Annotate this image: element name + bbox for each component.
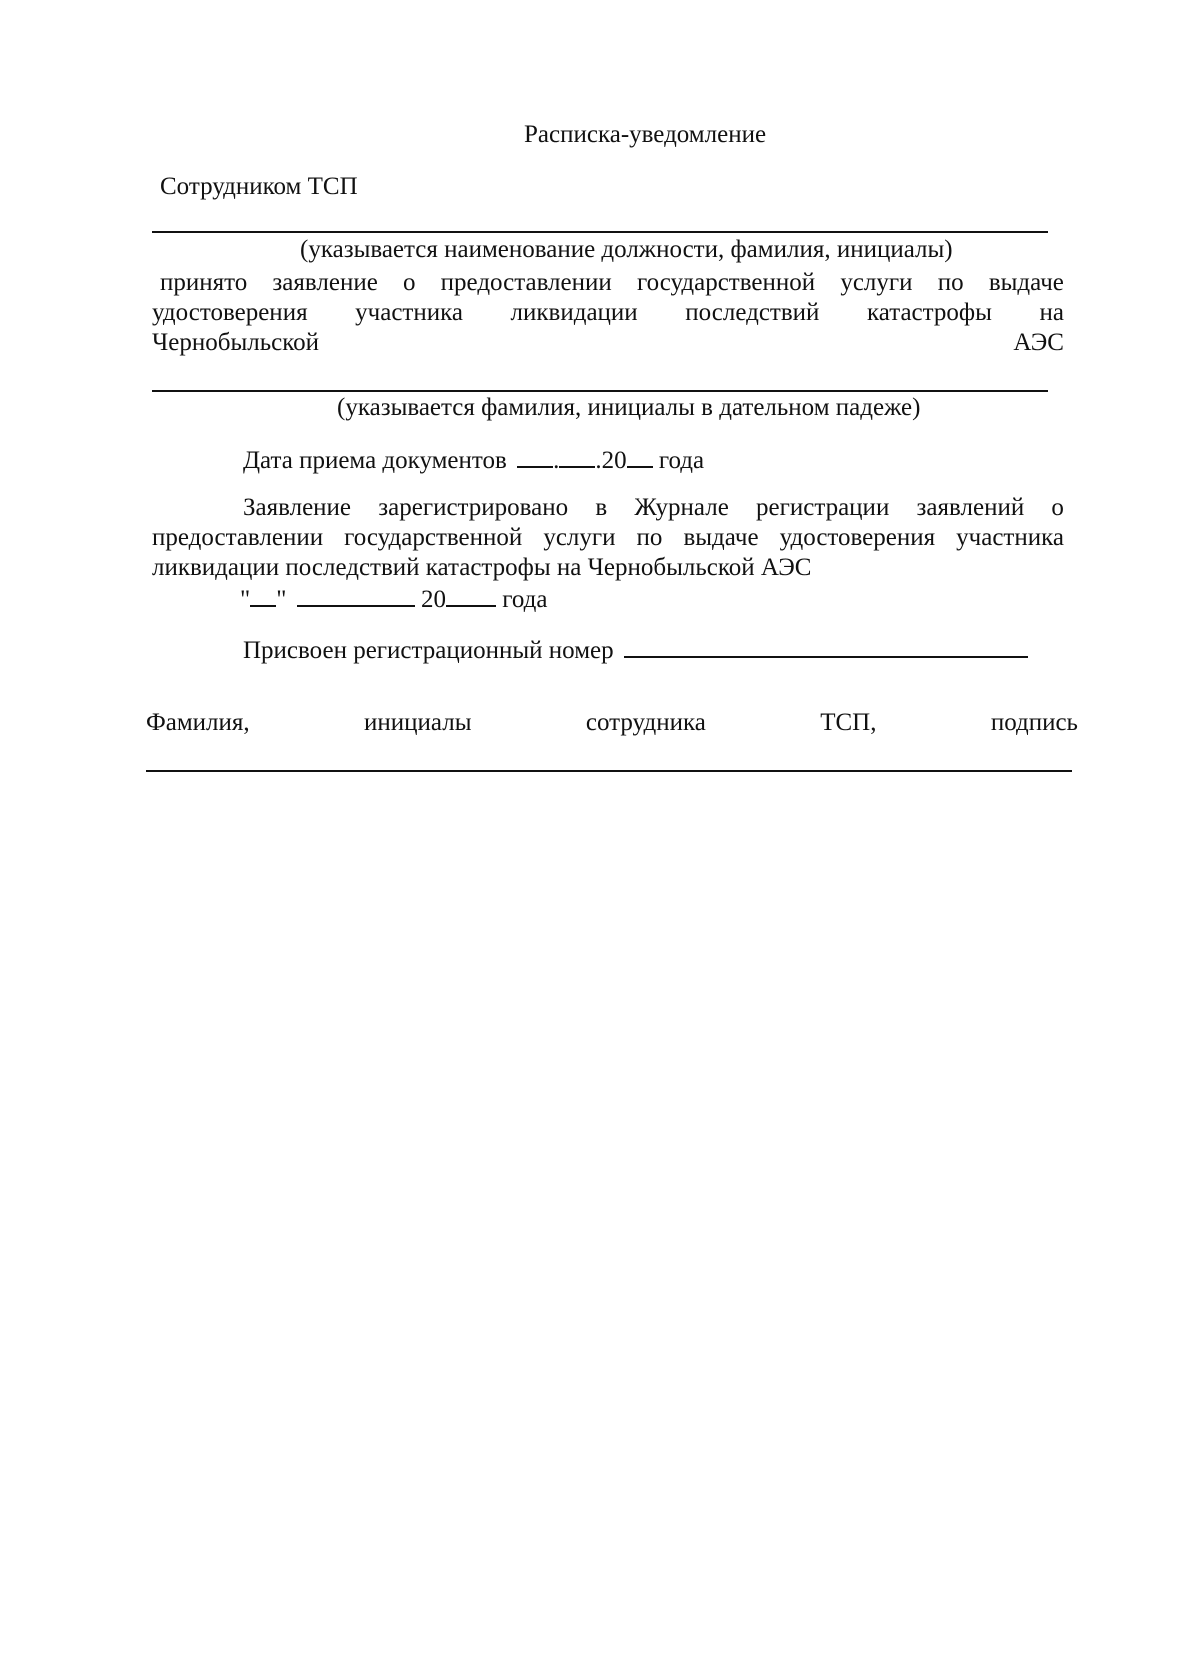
reg-date-year: 20 [420,586,446,613]
word: Журнале [634,494,729,521]
word: услуги [543,524,616,551]
signature-caption [146,708,1078,738]
word: участника [355,299,463,326]
reg-date-suffix: года [502,586,548,613]
word: государственной [636,269,816,296]
accepted-line-2 [152,298,1064,328]
accepted-line-1 [160,268,1064,298]
year-blank [627,444,653,468]
date-year-prefix: .20 [595,447,627,474]
word: в [595,494,608,521]
word: сотрудника [585,709,706,736]
word: зарегистрировано [378,494,569,521]
word: по [636,524,663,551]
registered-line-1 [243,493,1064,523]
word: последствий [685,299,820,326]
word: о [402,269,416,296]
reg-number-label: Присвоен регистрационный номер [243,637,614,664]
registration-number [243,634,1028,666]
employee-label: Сотрудником ТСП [160,173,358,200]
word: выдаче [683,524,759,551]
applicant-line [152,390,1048,392]
reg-number-blank [624,634,1028,658]
month-blank [559,444,595,468]
reg-year-blank [446,583,496,607]
word: Фамилия, [146,709,250,736]
word: услуги [840,269,913,296]
accepted-line-3 [152,328,1064,358]
date-dot: . [553,447,560,474]
word: участника [956,524,1064,551]
word: подпись [990,709,1078,736]
word: регистрации [756,494,890,521]
word: принято [160,269,248,296]
close-quote: " [276,586,287,613]
word: о [1051,494,1064,521]
word: Заявление [243,494,352,521]
employee-hint: (указывается наименование должности, фамилия, инициалы) [300,236,953,263]
word: удостоверения [152,299,308,326]
word: на [1039,299,1064,326]
word: катастрофы [867,299,992,326]
reg-month-blank [297,583,415,607]
word: ликвидации [510,299,638,326]
registered-line-2 [152,523,1064,553]
signature-line [146,770,1072,772]
word: инициалы [364,709,472,736]
word: предоставлении [440,269,612,296]
date-label: Дата приема документов [243,447,507,474]
date-of-receipt [243,444,704,476]
employee-signature-line [152,231,1048,233]
document-title: Расписка-уведомление [524,121,767,148]
word: АЭС [1013,329,1064,356]
word: заявление [272,269,378,296]
word: Чернобыльской [152,329,319,356]
word: по [937,269,964,296]
word: выдаче [988,269,1064,296]
applicant-hint: (указывается фамилия, инициалы в дательном падеже) [337,394,921,421]
word: заявлений [916,494,1025,521]
day-blank [517,444,553,468]
registration-date [240,583,547,615]
reg-day-blank [250,583,276,607]
word: ТСП, [820,709,877,736]
word: удостоверения [779,524,936,551]
date-suffix: года [658,447,705,474]
word: государственной [344,524,523,551]
registered-line-3: ликвидации последствий катастрофы на Чернобыльской АЭС [152,554,812,581]
word: предоставлении [152,524,324,551]
open-quote: " [240,586,251,613]
